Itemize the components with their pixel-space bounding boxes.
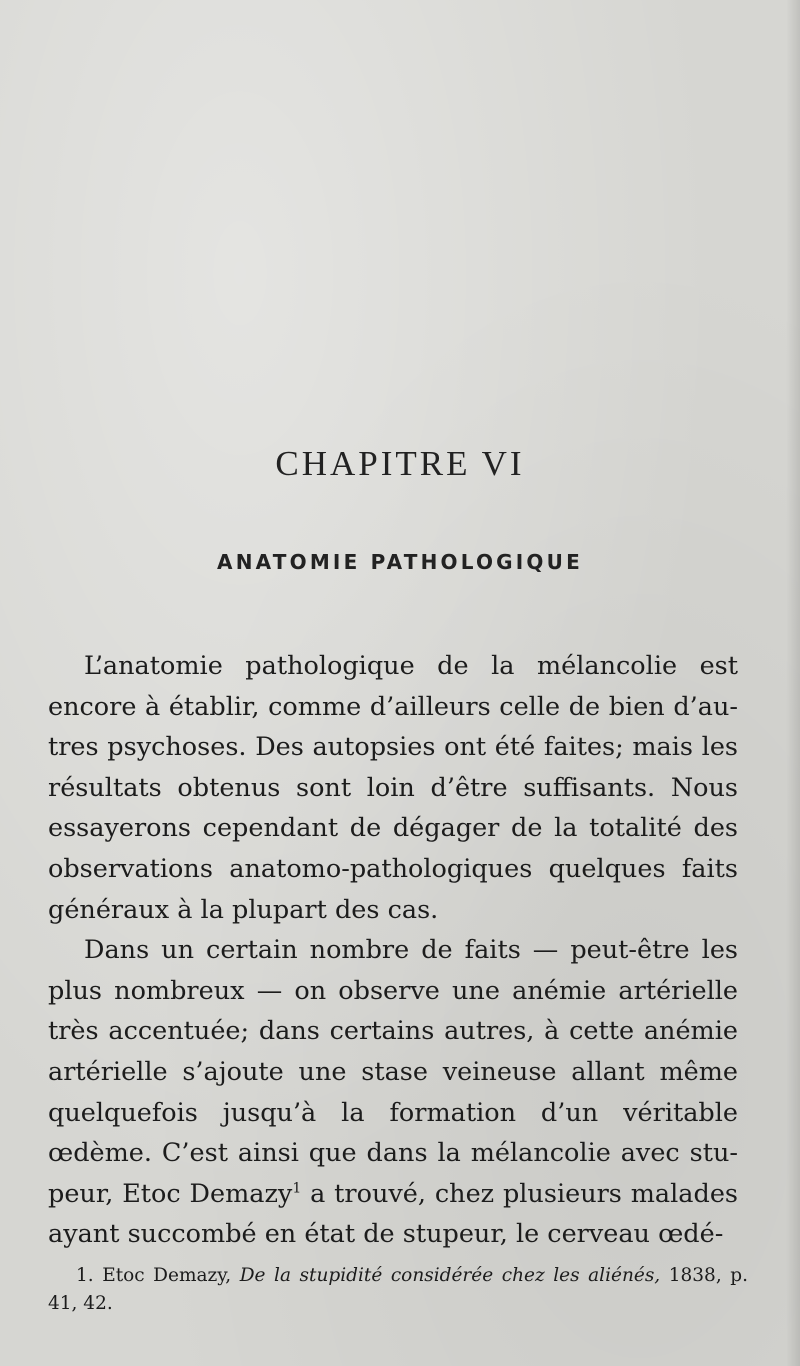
page-edge-shadow [786,0,800,1366]
section-title: ANATOMIE PATHOLOGIQUE [217,550,583,574]
body-text [48,646,738,1255]
paragraph-2 [48,930,738,1255]
footnote-author: Etoc Demazy, [102,1265,232,1286]
footnote [48,1262,748,1318]
footnote-reference: 1 [292,1180,302,1197]
footnote-line [48,1262,748,1318]
paragraph-1: L’anatomie pathologique de la mélancolie est encore à établir, comme d’ailleurs celle de bien d’autres psychoses. Des autopsies ont été faites; mais les résultats obtenus sont loin d’être suffisants. Nous essayerons cependant de dégager de la totalité des observations anatomo-pathologiques quelques faits généraux à la plupart des cas. [48,651,738,925]
paragraph-2-text-end: a trouvé, chez plusieurs malades ayant succombé en état de stupeur, le cerveau œdé- [48,1178,738,1250]
footnote-number: 1. [76,1265,94,1286]
footnote-title: De la stupidité considérée chez les aliénés, [239,1265,661,1286]
chapter-heading: CHAPITRE VI [275,444,525,483]
footnote-details: 1838, p. 41, 42. [48,1265,748,1314]
paragraph-2-text-start: Dans un certain nombre de faits — peut-être les plus nombreux — on observe une anémie artérielle très accentuée; dans certains autres, à cette anémie artérielle s’ajoute une stase veineuse allant même quelquefois jusqu’à la formation d’un véritable œdème. C’est ainsi que dans la mélancolie avec stupeur, Etoc Demazy [48,935,738,1209]
